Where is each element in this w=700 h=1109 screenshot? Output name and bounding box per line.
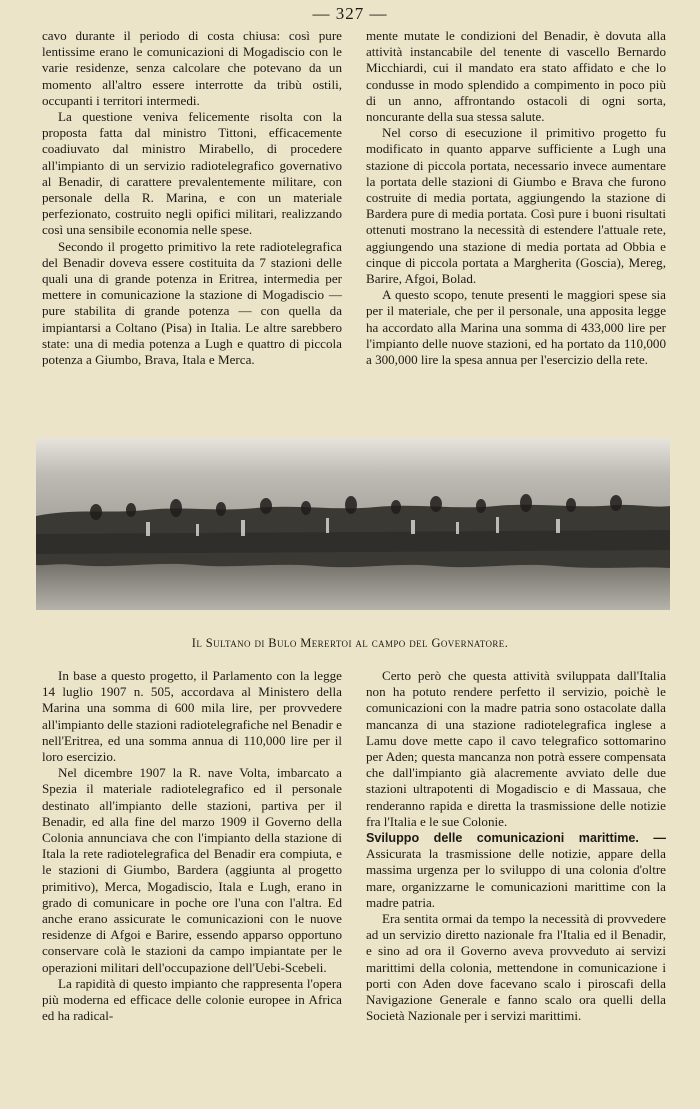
column-top-left bbox=[42, 28, 342, 368]
section-text: Assicurata la trasmissione delle notizie, appare della massima urgenza per lo sviluppo di una colonia d'oltre mare, organizzarne le comunicazioni marittime con la madre patria. bbox=[366, 846, 666, 910]
paragraph: Nel dicembre 1907 la R. nave Volta, imbarcato a Spezia il materiale radiotelegrafico ed il personale destinato all'impianto delle stazioni, partiva per il Benadir, ed alla fine del marzo 1909 il Governo della Colonia annunciava che con l'impianto della stazione di Itala la rete radiotelegrafica del Benadir era compiuta, e le stazioni di Giumbo, Bardera (aggiunta al progetto primitivo), Merca, Mogadiscio, Itala e Lugh, erano in grado di comunicare in poche ore l'una con l'altra. Ed anche erano assicurate le comunicazioni con le nuove residenze di Afgoi e Barire, essendo apparso opportuno conservare colà le stazioni da campo impiantate per le operazioni militari dell'occupazione dell'Uebi-Scebeli. bbox=[42, 765, 342, 975]
paragraph: Secondo il progetto primitivo la rete radiotelegrafica del Benadir doveva essere costituita da 7 stazioni delle quali una di grande potenza in Eritrea, intermedia per mettere in comunicazione la stazione di Mogadiscio — pure stabilita di grande potenza — con quella da impiantarsi a Coltano (Pisa) in Italia. Le altre sarebbero state: una di media potenza a Lugh e quattro di piccola potenza a Giumbo, Brava, Itala e Merca. bbox=[42, 238, 342, 368]
section-paragraph bbox=[366, 830, 666, 911]
photograph-sultan-camp bbox=[36, 438, 670, 610]
paragraph: cavo durante il periodo di costa chiusa: così pure lentissime erano le comunicazioni di Mogadiscio con le varie residenze, senza calcolare che potevano da un momento all'altro essere interrotte da tribù ostili, occupanti i territori intermedi. bbox=[42, 28, 342, 108]
paragraph: Nel corso di esecuzione il primitivo progetto fu modificato in quanto apparve sufficiente a Lugh una stazione di piccola portata, necessario invece aumentare la portata delle stazioni di Giumbo e Brava che furono costruite di media portata, aggiungendo la stazione di Bardera pure di media portata. Così pure i buoni risultati ottenuti mostrano la necessità di estendere l'attuale rete, aggiungendo una stazione di media portata ad Obbia e cinque di piccola portata a Margherita (Goscia), Mereg, Barire, Afgoi, Bolad. bbox=[366, 125, 666, 287]
photo-image bbox=[36, 438, 670, 610]
paragraph: La rapidità di questo impianto che rappresenta l'opera più moderna ed efficace delle colonie europee in Africa ed ha radical- bbox=[42, 975, 342, 1024]
paragraph: mente mutate le condizioni del Benadir, è dovuta alla attività instancabile del tenente di vascello Bernardo Micchiardi, cui il mandato era stato affidato e che lo condusse in modo splendido a compimento in poco più di un anno, affrontando ostacoli di ogni sorta, noncurante della sua stessa salute. bbox=[366, 28, 666, 125]
column-bottom-left bbox=[42, 668, 342, 1024]
paragraph: Certo però che questa attività sviluppata dall'Italia non ha potuto rendere perfetto il servizio, poichè le comunicazioni con la madre patria sono ostacolate dalla mancanza di una stazione radiotelegrafica inglese a Lamu dove mette capo il cavo telegrafico sottomarino per Aden; questa mancanza non potrà essere compensata che dall'impianto già alacremente avviato delle due stazioni ultrapotenti di Mogadiscio e di Massaua, che renderanno rapida e diretta la trasmissione delle notizie fra l'Italia e le sue Colonie. bbox=[366, 668, 666, 829]
column-bottom-right bbox=[366, 668, 666, 1024]
paragraph: Era sentita ormai da tempo la necessità di provvedere ad un servizio diretto nazionale fra l'Italia ed il Benadir, e sino ad ora il Governo aveva provveduto ai servizi marittimi della colonia, mettendone in comunicazione i porti con Aden dove facevano scalo i piroscafi della Navigazione Generale e fanno scalo ora quelli della Società Nazionale per i servizi marittimi. bbox=[366, 911, 666, 1024]
paragraph: In base a questo progetto, il Parlamento con la legge 14 luglio 1907 n. 505, accordava al Ministero della Marina una somma di 600 mila lire, per provvedere all'impianto delle stazioni radiotelegrafiche nel Benadir e nell'Eritrea, ed una somma annua di 110,000 lire per il loro esercizio. bbox=[42, 668, 342, 765]
column-top-right bbox=[366, 28, 666, 368]
section-heading: Sviluppo delle comunicazioni marittime. — bbox=[366, 831, 666, 846]
page-number: — 327 — bbox=[312, 4, 388, 23]
paragraph: La questione veniva felicemente risolta con la proposta fatta dal ministro Tittoni, efficacemente coadiuvato dal ministro Mirabello, di procedere all'impianto di un servizio radiotelegrafico governativo al Benadir, di carattere prevalentemente militare, con personale della R. Marina, e con un materiale perfezionato, costruito negli opifici militari, realizzando così una sensibile economia nelle spese. bbox=[42, 109, 342, 238]
paragraph: A questo scopo, tenute presenti le maggiori spese sia per il materiale, che per il personale, una apposita legge ha accordato alla Marina una somma di 433,000 lire per l'impianto delle nuove stazioni, ed ha portato da 110,000 a 300,000 lire la spesa annua per l'esercizio della rete. bbox=[366, 287, 666, 368]
photo-caption: Il Sultano di Bulo Merertoi al campo del Governatore. bbox=[191, 636, 509, 650]
